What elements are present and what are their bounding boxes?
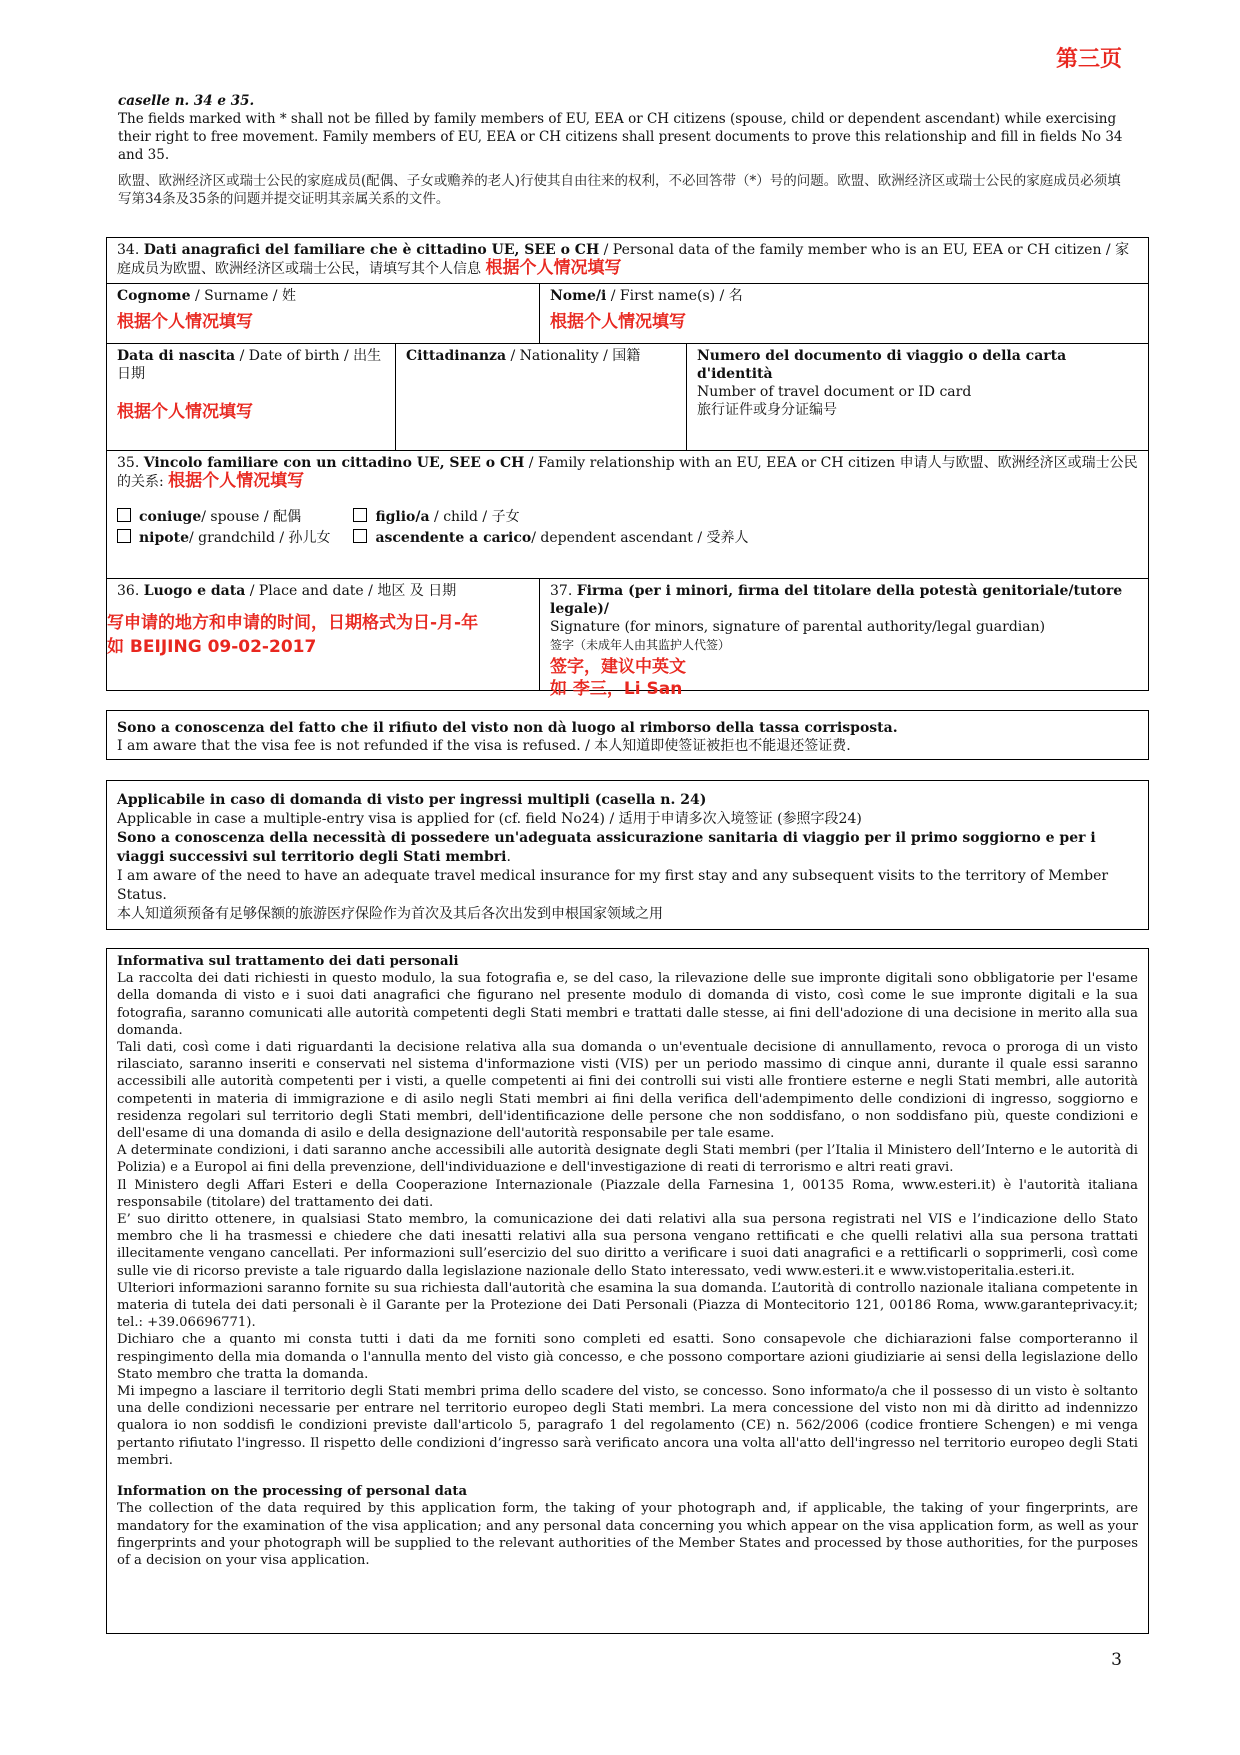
option-grandchild-rest: / grandchild / 孙儿女 [189, 530, 331, 546]
privacy-it-title: Informativa sul trattamento dei dati personali [117, 954, 459, 969]
privacy-it-p2: Tali dati, così come i dati riguardanti la decisione relativa alla sua domanda o un'eventuale decisione di annullamento, revoca o proroga di un visto rilasciato, saranno inseriti e conservati nel sistema d'informazione visti (VIS) per un periodo massimo di cinque anni, durante il quale essi saranno accessibili alle autorità competenti per i visti, a quelle competenti ai fini dei controlli sui visti alle frontiere esterne e negli Stati membri, alle autorità competenti in materia di immigrazione e di asilo negli Stati membri ai fini della verifica dell'adempimento delle condizioni di ingresso, soggiorno e residenza regolari sul territorio degli Stati membri, dell'identificazione delle persone che non soddisfano, o non soddisfano più, queste condizioni e dell'esame di una domanda di asilo e della designazione dell'autorità responsabile per tale esame. [117, 1040, 1138, 1142]
section-34-fill: 根据个人情况填写 [485, 258, 622, 278]
multi-entry-en-cn: Applicable in case a multiple-entry visa is applied for (cf. field No24) / 适用于申请多次入境签证 (参照字段24) [117, 811, 862, 827]
section-34-subtitle: / Personal data of the family member who is an EU, EEA or CH citizen / 家庭成员为欧盟、欧洲经济区或瑞士公民，请填写其个人信息 [117, 242, 1130, 277]
surname-label-rest: / Surname / 姓 [190, 288, 296, 304]
signature-fill-1: 签字，建议中英文 [550, 657, 686, 677]
option-dependent[interactable] [353, 530, 748, 546]
signature-field[interactable] [539, 578, 1149, 699]
section-34-header [106, 237, 1149, 284]
multi-entry-it: Applicabile in caso di domanda di visto per ingressi multipli (casella n. 24) [117, 792, 707, 808]
section-35-fill: 根据个人情况填写 [168, 471, 305, 491]
privacy-it-p4: Il Ministero degli Affari Esteri e della Cooperazione Internazionale (Piazzale della Farnesina 1, 00135 Roma, www.esteri.it) è l'autorità italiana responsabile (titolare) del trattamento dei dati. [117, 1177, 1138, 1210]
checkbox-dependent[interactable] [353, 529, 367, 543]
section-35-title: Vincolo familiare con un cittadino UE, SEE o CH [143, 455, 525, 471]
checkbox-spouse[interactable] [117, 508, 131, 522]
nationality-field[interactable] [395, 343, 687, 451]
firstname-label-rest: / First name(s) / 名 [606, 288, 743, 304]
place-date-field[interactable] [106, 578, 540, 691]
section-34-num: 34. [117, 242, 140, 258]
travel-document-en: Number of travel document or ID card [697, 384, 972, 400]
section-35 [106, 450, 1149, 579]
intro-block [118, 92, 1128, 208]
privacy-it-p3: A determinate condizioni, i dati saranno anche accessibili alle autorità designate degli Stati membri (per l’Italia il Ministero dell’Interno e le autorità di Polizia) e a Europol ai fini della prevenzione, dell'individuazione e dell'investigazione di reati di terrorismo e altri reati gravi. [117, 1143, 1138, 1176]
visa-fee-notice [106, 710, 1149, 760]
privacy-it-p6: Ulteriori informazioni saranno fornite su sua richiesta dall'autorità che esamina la sua domanda. L’autorità di controllo nazionale italiana competente in materia di tutela dei dati personali è il Garante per la Protezione dei Dati Personali (Piazza di Montecitorio 121, 00186 Roma, www.garanteprivacy.it; tel.: +39.06696771). [117, 1280, 1138, 1331]
option-spouse[interactable] [117, 507, 349, 528]
place-date-fill-2: 如 BEIJING 09-02-2017 [107, 637, 317, 657]
travel-document-label: Numero del documento di viaggio o della carta d'identità [697, 348, 1067, 382]
checkbox-grandchild[interactable] [117, 529, 131, 543]
privacy-en-title: Information on the processing of personal data [117, 1484, 468, 1500]
visa-fee-en-cn: I am aware that the visa fee is not refunded if the visa is refused. / 本人知道即使签证被拒也不能退还签证费. [117, 738, 851, 754]
option-grandchild-label: nipote [139, 530, 189, 546]
option-grandchild[interactable] [117, 528, 349, 549]
firstname-field[interactable] [539, 283, 1149, 344]
option-spouse-rest: / spouse / 配偶 [201, 509, 302, 525]
firstname-fill: 根据个人情况填写 [550, 312, 686, 332]
section-35-subtitle: / Family relationship with an EU, EEA or CH citizen 申请人与欧盟、欧洲经济区或瑞士公民的关系: [117, 455, 1138, 490]
option-child[interactable] [353, 509, 519, 525]
dob-field[interactable] [106, 343, 396, 451]
intro-cn: 欧盟、欧洲经济区或瑞士公民的家庭成员(配偶、子女或赡养的老人)行使其自由往来的权利，不必回答带（*）号的问题。欧盟、欧洲经济区或瑞士公民的家庭成员必须填写第34条及35条的问题并提交证明其亲属关系的文件。 [118, 173, 1121, 207]
privacy-notice [106, 948, 1149, 1634]
nationality-label: Cittadinanza [406, 348, 507, 364]
option-dependent-label: ascendente a carico [375, 530, 532, 546]
firstname-label: Nome/i [550, 288, 607, 304]
surname-field[interactable] [106, 283, 540, 344]
place-date-label: Luogo e data [143, 583, 246, 599]
dob-label: Data di nascita [117, 348, 236, 364]
section-37-num: 37. [550, 583, 573, 599]
travel-document-field[interactable] [686, 343, 1149, 451]
place-date-fill-1: 写申请的地方和申请的时间，日期格式为日-月-年 [107, 613, 479, 633]
privacy-it-p5: E’ suo diritto ottenere, in qualsiasi Stato membro, la comunicazione dei dati relativi alla sua persona registrati nel VIS e l’indicazione dello Stato membro che li ha trasmessi e chiedere che dati inesatti relativi alla sua persona vengano rettificati e che quelli relativi alla sua persona trattati illecitamente vengano cancellati. Per informazioni sull’esercizio del suo diritto a verificare i suoi dati anagrafici e a rettificarli o sopprimerli, così come sulle vie di ricorso previste a tale riguardo dalla legislazione nazionale dello Stato interessato, vedi www.esteri.it e www.vistoperitalia.esteri.it. [117, 1212, 1138, 1279]
option-spouse-label: coniuge [139, 509, 202, 525]
intro-en: The fields marked with * shall not be filled by family members of EU, EEA or CH citizens (spouse, child or dependent ascendant) while exercising their right to free movement. Family members of EU, EEA or CH citizens shall present documents to prove this relationship and fill in fields No 34 and 35. [118, 111, 1123, 163]
surname-label: Cognome [117, 288, 191, 304]
insurance-en: I am aware of the need to have an adequate travel medical insurance for my first stay and any subsequent visits to the territory of Member Status. [117, 868, 1109, 903]
option-child-label: figlio/a [375, 509, 430, 525]
privacy-it-p8: Mi impegno a lasciare il territorio degli Stati membri prima dello scadere del visto, se concesso. Sono informato/a che il possesso di un visto è soltanto una delle condizioni necessarie per entrare nel territorio europeo degli Stati membri. La mera concessione del visto non mi dà diritto ad indennizzo qualora io non soddisfi le condizioni previste dall'articolo 5, paragrafo 1 del regolamento (CE) n. 562/2006 (codice frontiere Schengen) e mi venga pertanto rifiutato l'ingresso. Il rispetto delle condizioni d’ingresso sarà verificato ancora una volta all'atto dell'ingresso nel territorio europeo degli Stati membri. [117, 1384, 1138, 1468]
privacy-it-p7: Dichiaro che a quanto mi consta tutti i dati da me forniti sono completi ed esatti. Sono consapevole che dichiarazioni false comporteranno il respingimento della mia domanda o l'annulla mento del visto già concesso, e che possono comportare azioni giudiziarie ai sensi della legislazione dello Stato membro che tratta la domanda. [117, 1332, 1138, 1382]
insurance-it-end: . [506, 849, 511, 865]
privacy-it-p1: La raccolta dei dati richiesti in questo modulo, la sua fotografia e, se del caso, la rilevazione delle sue impronte digitali sono obbligatorie per l'esame della domanda di visto e i suoi dati anagrafici che figurano nel presente modulo di domanda di visto, così come le sue impronte digitali e la sua fotografia, saranno comunicati alle autorità competenti degli Stati membri e trattati dalle stesse, ai fini dell'adozione di una decisione in merito alla sua domanda. [117, 971, 1138, 1038]
signature-en: Signature (for minors, signature of parental authority/legal guardian) [550, 619, 1046, 635]
intro-title: caselle n. 34 e 35. [118, 93, 255, 109]
privacy-en-p1: The collection of the data required by this application form, the taking of your photograph and, if applicable, the taking of your fingerprints, are mandatory for the examination of the visa application; and any personal data concerning you which appear on the visa application form, as well as your fingerprints and your photograph will be supplied to the relevant authorities of the Member States and processed by those authorities, for the purposes of a decision on your visa application. [117, 1501, 1138, 1568]
surname-fill: 根据个人情况填写 [117, 312, 253, 332]
dob-label-rest: / Date of birth / 出生日期 [117, 348, 382, 382]
section-34-title: Dati anagrafici del familiare che è cittadino UE, SEE o CH [143, 242, 600, 258]
signature-fill-2: 如 李三，Li San [550, 679, 683, 699]
insurance-it: Sono a conoscenza della necessità di possedere un'adeguata assicurazione sanitaria di viaggio per il primo soggiorno e per i viaggi successivi sul territorio degli Stati membri [117, 830, 1096, 865]
section-36-num: 36. [117, 583, 140, 599]
multiple-entry-notice [106, 780, 1149, 930]
option-child-rest: / child / 子女 [429, 509, 520, 525]
insurance-cn: 本人知道须预备有足够保额的旅游医疗保险作为首次及其后各次出发到申根国家领域之用 [117, 906, 663, 922]
nationality-label-rest: / Nationality / 国籍 [506, 348, 641, 364]
dob-fill: 根据个人情况填写 [117, 402, 253, 422]
signature-label: Firma (per i minori, firma del titolare della potestà genitoriale/tutore legale)/ [550, 583, 1123, 617]
page-number: 3 [1111, 1650, 1122, 1670]
signature-cn: 签字（未成年人由其监护人代签） [550, 638, 731, 652]
page-label: 第三页 [1055, 47, 1122, 72]
visa-fee-it: Sono a conoscenza del fatto che il rifiuto del visto non dà luogo al rimborso della tassa corrisposta. [117, 720, 898, 736]
travel-document-cn: 旅行证件或身分证编号 [697, 402, 837, 418]
option-dependent-rest: / dependent ascendant / 受养人 [531, 530, 749, 546]
section-35-num: 35. [117, 455, 140, 471]
place-date-label-rest: / Place and date / 地区 及 日期 [245, 583, 457, 599]
checkbox-child[interactable] [353, 508, 367, 522]
